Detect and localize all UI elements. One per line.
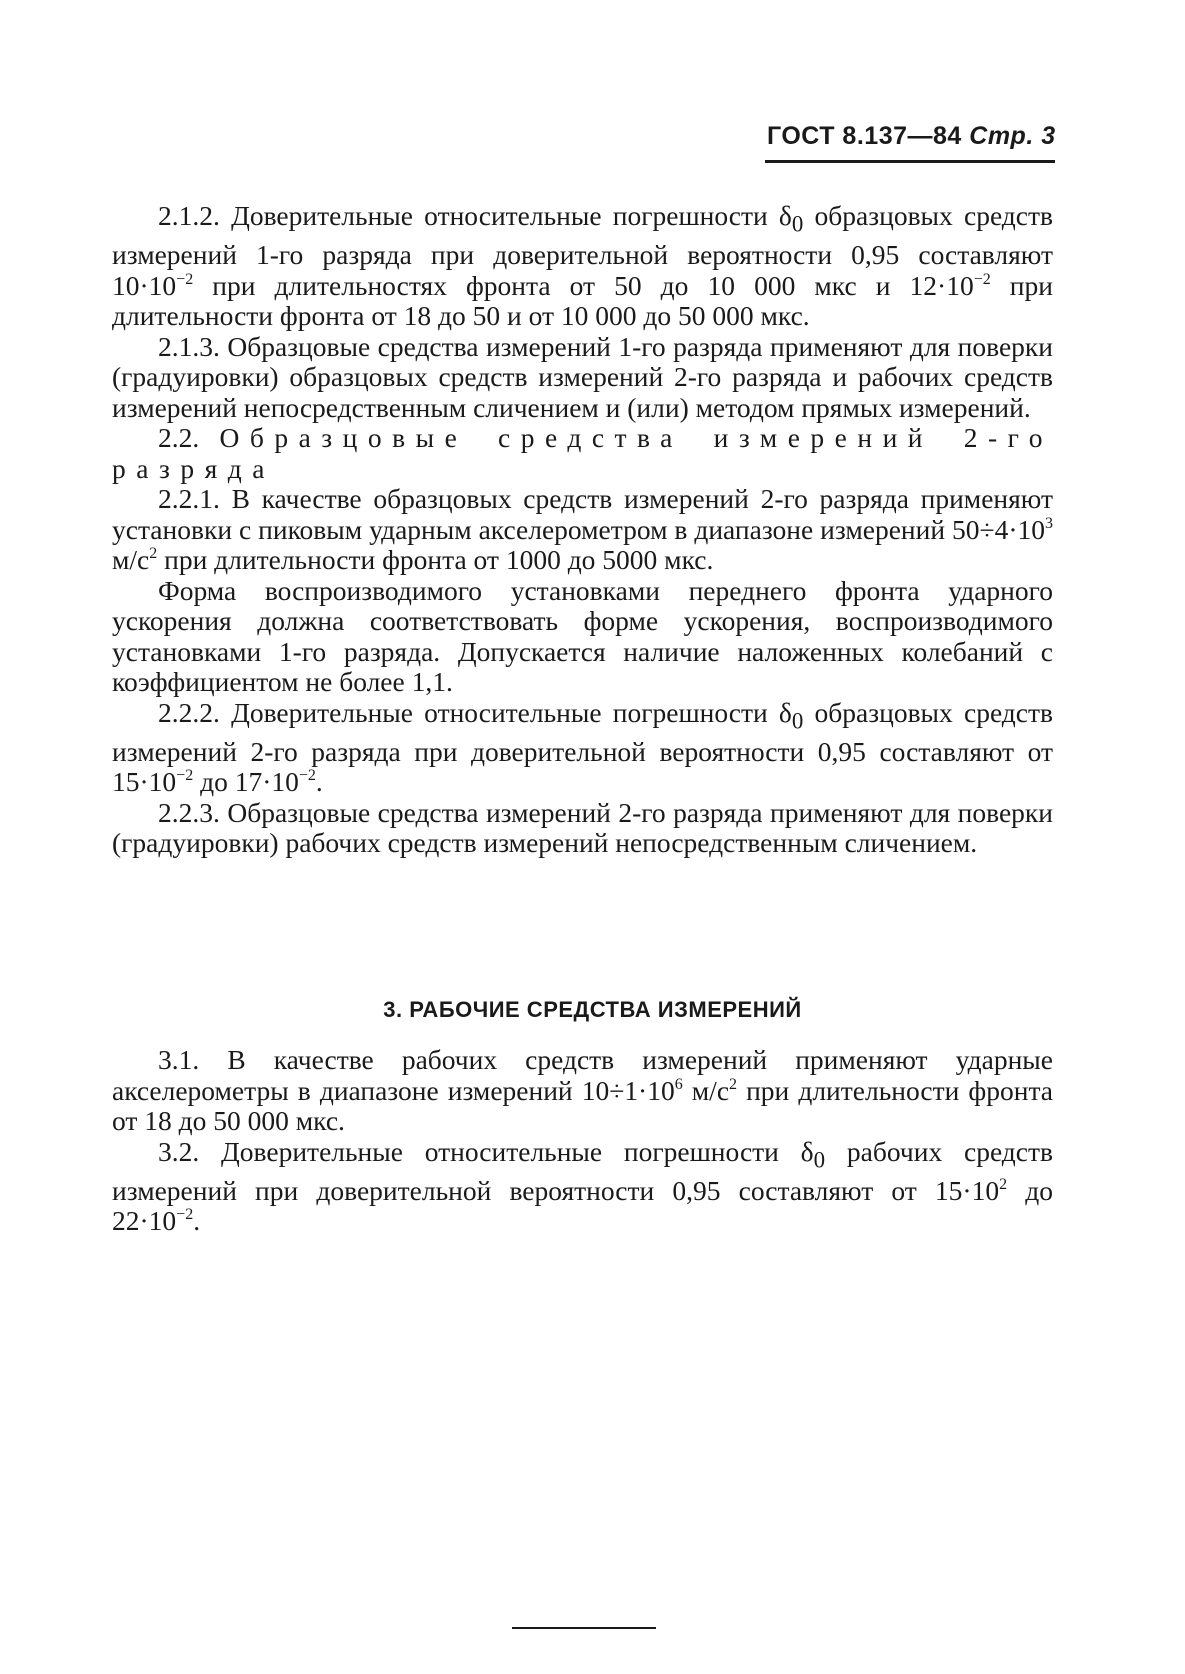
header-rule [765, 160, 1055, 163]
end-rule [512, 1627, 656, 1629]
document-code: ГОСТ 8.137—84 [767, 122, 962, 150]
section-3-body [112, 1045, 1053, 1237]
page-header [767, 122, 1057, 151]
section-3-title: 3. РАБОЧИЕ СРЕДСТВА ИЗМЕРЕНИЙ [383, 997, 802, 1022]
paragraph-3-2: 3.2. Доверительные относительные погрешности $\delta_0$ рабочих средств измерений при доверительной вероятности 0,95 составляют от $15\cdot 10^2$ до $22\cdot 10^{-2}$. [112, 1135, 1053, 1236]
paragraph-2-2-3: 2.2.3. Образцовые средства измерений 2-го разряда применяют для поверки (градуировки) рабочих средств измерений непосредственным сличением. [112, 796, 1053, 858]
paragraph-2-1-3: 2.1.3. Образцовые средства измерений 1-го разряда применяют для поверки (градуировки) образцовых средств измерений 2-го разряда и рабочих средств измерений непосредственным сличением и (или) методом прямых измерений. [112, 330, 1053, 423]
section-2-body [112, 201, 1053, 859]
paragraph-2-1-2: 2.1.2. Доверительные относительные погрешности $\delta_0$ образцовых средств измерений 1-го разряда при доверительной вероятности 0,95 составляют $10\cdot 10^{-2}$ при длительностях фронта от 50 до 10 000 мкс и $12\cdot 10^{-2}$ при длительности фронта от 18 до 50 и от 10 000 до 50 000 мкс. [112, 200, 1053, 331]
paragraph-2-2-1: 2.2.1. В качестве образцовых средств измерений 2-го разряда применяют установки с пиковым ударным акселерометром в диапазоне измерений $50\div 4\cdot 10^3$ $м/с^2$ при длительности фронта от 1000 до 5000 мкс. [112, 483, 1053, 575]
paragraph-3-1: 3.1. В качестве рабочих средств измерений применяют ударные акселерометры в диапазоне измерений $10\div 1\cdot 10^6$ $м/с^2$ при длительности фронта от 18 до 50 000 мкс. [112, 1044, 1054, 1136]
heading-2-2: 2.2. Образцовые средства измерений 2-го разряда [112, 422, 1053, 484]
paragraph-2-2-2: 2.2.2. Доверительные относительные погрешности $\delta_0$ образцовых средств измерений 2-го разряда при доверительной вероятности 0,95 составляют от $15\cdot 10^{-2}$ до $17\cdot 10^{-2}$. [112, 696, 1053, 797]
page-number: Стр. 3 [969, 122, 1056, 150]
paragraph-2-2-1-form: Форма воспроизводимого установками переднего фронта ударного ускорения должна соответствовать форме ускорения, воспроизводимого установками 1-го разряда. Допускается наличие наложенных колебаний с коэффициентом не более 1,1. [112, 574, 1053, 697]
